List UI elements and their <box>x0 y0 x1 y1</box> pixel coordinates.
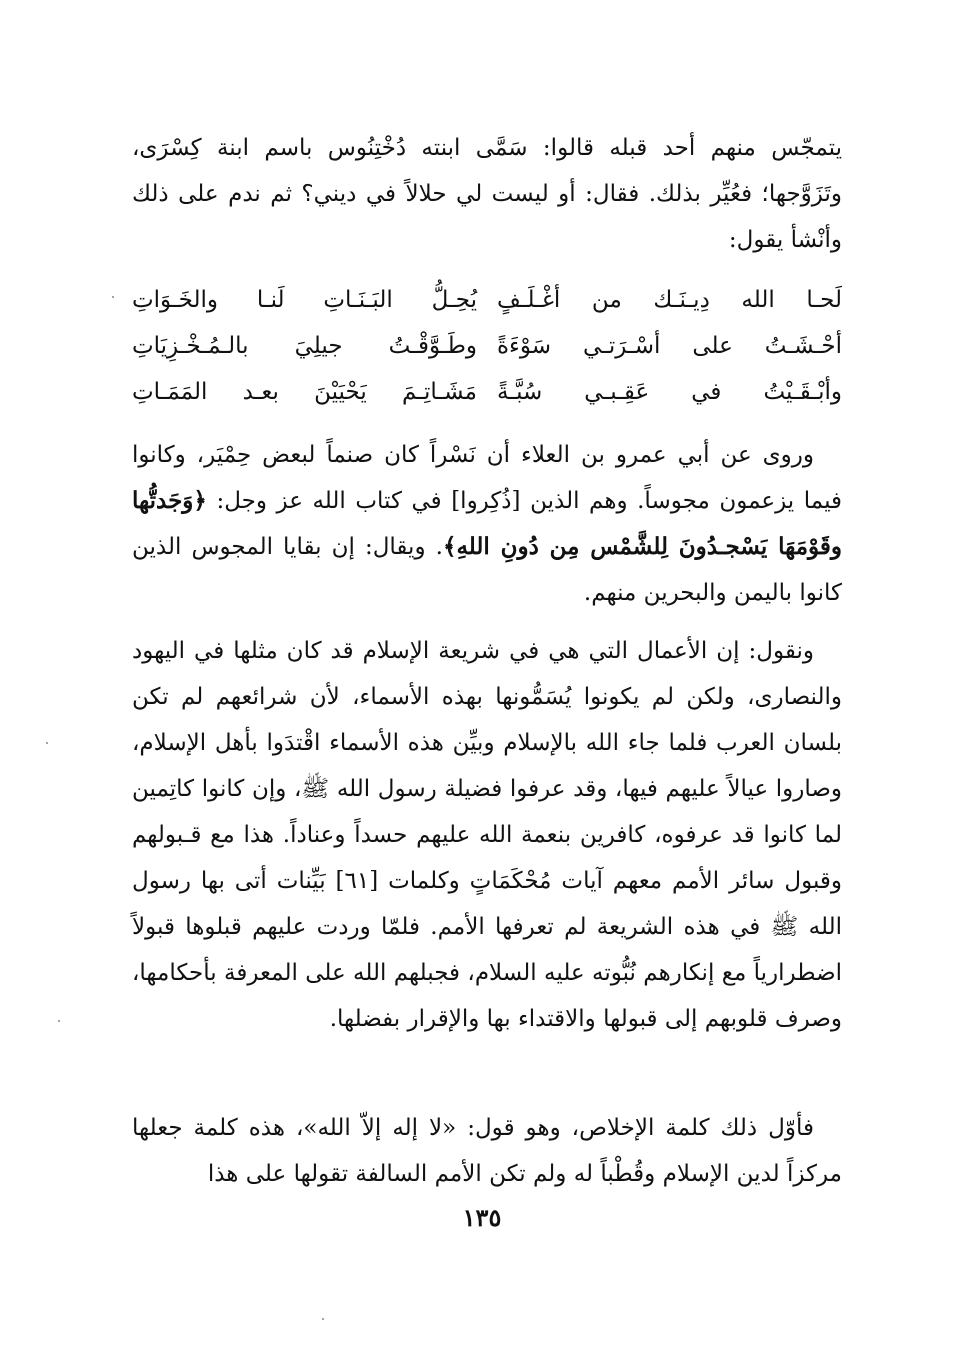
scan-speck <box>58 1020 60 1022</box>
paragraph-4 <box>132 1105 842 1197</box>
verse-2-second-hemistich: وطَـوَّقْـتُ جيلِيَ بالـمُـخْـزِيَاتِ <box>132 333 477 359</box>
verse-1 <box>132 277 842 323</box>
paragraph-3-text: ونقول: إن الأعمال التي هي في شريعة الإسلام قد كان مثلها في اليهود والنصارى، ولكن لم يكونوا يُسَمُّونها بهذه الأسماء، لأن شرائعهم لم تكن بلسان العرب فلما جاء الله بالإسلام وبيِّن هذه الأسماء اقْتدَوا بأهل الإسلام، وصاروا عيالاً عليهم فيها، وقد عرفوا فضيلة رسول الله ﷺ، وإن كانوا كاتِمين لما كانوا قد عرفوه، كافرين بنعمة الله عليهم حسداً وعناداً. هذا مع قـبولهم وقبول سائر الأمم معهم آيات مُحْكَمَاتٍ وكلمات [٦١] بَيِّنات أتى بها رسول الله ﷺ في هذه الشريعة لم تعرفها الأمم. فلمّا وردت عليهم قبلوها قبولاً اضطرارياً مع إنكارهم نُبُّوته عليه السلام، فجبلهم الله على المعرفة بأحكامها، وصرف قلوبهم إلى قبولها والاقتداء بها والإقرار بفضلها. <box>132 638 842 1032</box>
paragraph-2-body <box>132 432 842 616</box>
verse-3 <box>132 369 842 415</box>
paragraph-4-text: فأوّل ذلك كلمة الإخلاص، وهو قول: «لا إله إلاّ الله»، هذه كلمة جعلها مركزاً لدين الإسلام وقُطْباً له ولم تكن الأمم السالفة تقولها على هذا <box>132 1115 842 1187</box>
poem-verses <box>132 277 842 415</box>
verse-3-second-hemistich: مَشَـاتِـمَ يَحْيَيْنَ بعـد المَمَـاتِ <box>132 379 477 405</box>
page-number: ١٣٥ <box>462 1203 502 1232</box>
scan-speck <box>322 1318 324 1320</box>
verse-2-first-hemistich: أحْـشَـتُ على أسْـرَتـي سَوْءَةً <box>497 333 842 359</box>
scan-speck <box>46 742 48 744</box>
verse-1-first-hemistich: لَحـا الله دِيـنَـك من أغْـلَـفٍ <box>497 287 842 313</box>
paragraph-3 <box>132 628 842 1042</box>
paragraph-2-text-after: . ويقال: إن بقايا المجوس الذين كانوا باليمن والبحرين منهم. <box>132 534 842 606</box>
paragraph-2 <box>132 432 842 616</box>
verse-2 <box>132 323 842 369</box>
verse-1-second-hemistich: يُحِـلُّ البَـنَـاتِ لَنـا والخَـوَاتِ <box>132 287 477 313</box>
paragraph-2-text-before: وروى عن أبي عمرو بن العلاء أن نَسْراً كان صنماً لبعض حِمْيَر، وكانوا فيما يزعمون مجوساً. وهم الذين [ذُكِروا] في كتاب الله عز وجل: <box>132 442 842 514</box>
paragraph-1 <box>132 125 842 263</box>
scan-speck <box>112 296 114 298</box>
paragraph-1-text: يتمجّس منهم أحد قبله قالوا: سَمَّى ابنته دُخْتِنُوس باسم ابنة كِسْرَى، وتَزَوَّجها؛ فعُيِّر بذلك. فقال: أو ليست لي حلالاً في ديني؟ ثم ندم على ذلك وأنْشأ يقول: <box>132 135 842 253</box>
verse-3-first-hemistich: وأبْـقَـيْتُ في عَقِـبـي سُبَّـةً <box>497 379 842 405</box>
quran-verse: ﴿وَجَدتُّها وقَوْمَهَا يَسْجـدُونَ لِلشَّمْس مِن دُونِ اللهِ﴾ <box>132 487 843 560</box>
